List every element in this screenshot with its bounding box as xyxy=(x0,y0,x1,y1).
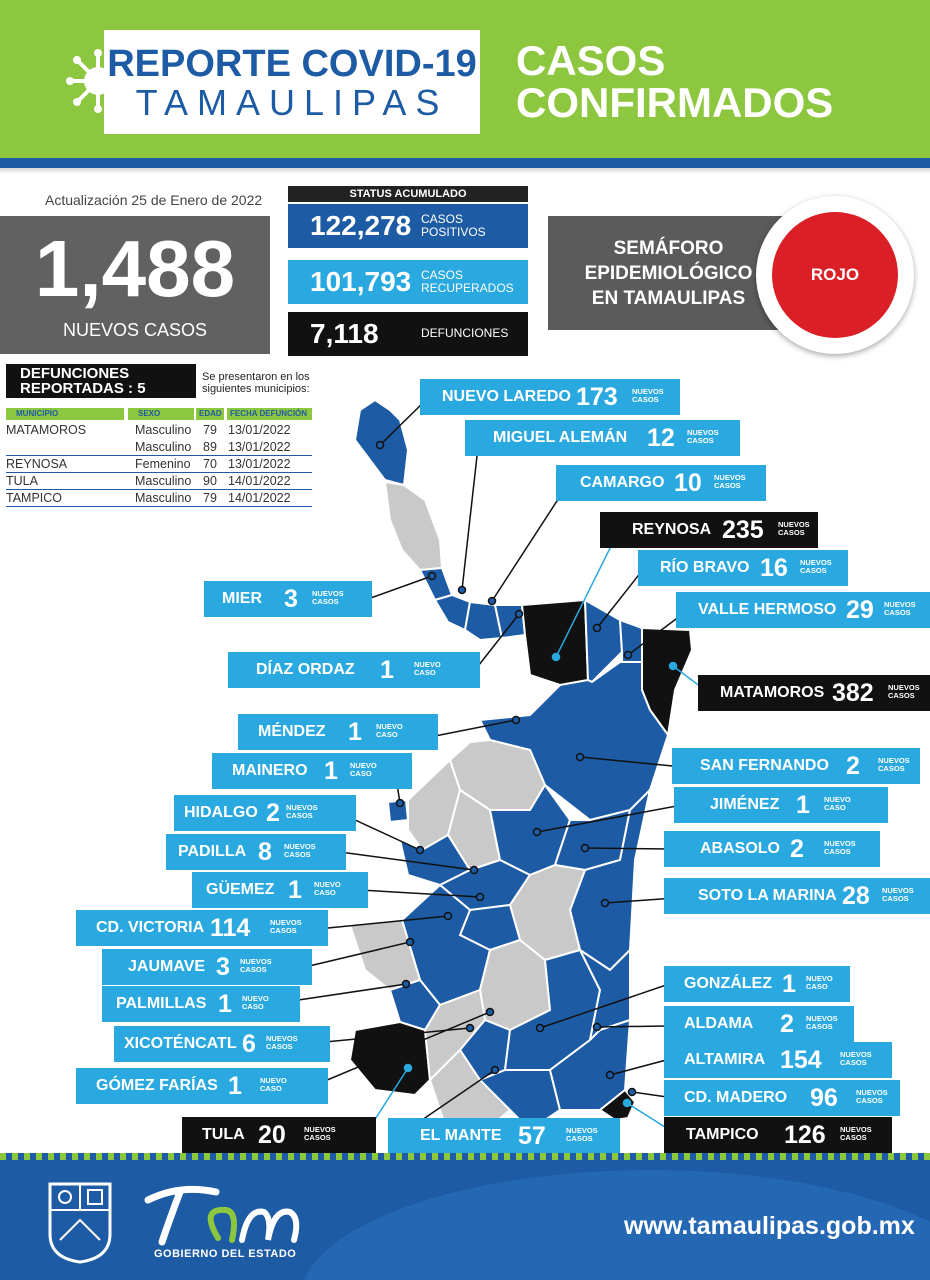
label-miguel-aleman xyxy=(465,420,740,456)
label-unit: NUEVOS CASOS xyxy=(884,600,916,617)
label-el-mante xyxy=(388,1118,620,1154)
label-value: 1 xyxy=(348,718,362,746)
label-unit: NUEVOS CASOS xyxy=(240,957,272,974)
defunciones-title-line1: DEFUNCIONES xyxy=(20,365,130,382)
status-title: STATUS ACUMULADO xyxy=(288,186,528,202)
label-name: MATAMOROS xyxy=(720,684,825,701)
label-name: ALDAMA xyxy=(684,1015,754,1032)
label-value: 235 xyxy=(722,516,764,544)
label-unit: NUEVOS CASOS xyxy=(856,1088,888,1105)
label-altamira xyxy=(664,1042,892,1078)
defunciones-note: Se presentaron en los siguientes municipios: xyxy=(202,371,310,395)
label-valle-hermoso xyxy=(676,592,930,628)
label-unit: NUEVO CASO xyxy=(242,994,269,1011)
label-unit: NUEVOS CASOS xyxy=(824,839,856,856)
label-value: 12 xyxy=(647,424,675,452)
defunciones-title-line2: REPORTADAS : 5 xyxy=(20,380,146,397)
label-value: 96 xyxy=(810,1084,838,1112)
label-value: 2 xyxy=(846,752,860,780)
label-value: 16 xyxy=(760,554,788,582)
label-cd-victoria xyxy=(76,910,328,946)
label-gonzalez xyxy=(664,966,850,1002)
label-abasolo xyxy=(664,831,880,867)
website-link[interactable]: www.tamaulipas.gob.mx xyxy=(624,1212,915,1240)
label-name: REYNOSA xyxy=(632,521,712,538)
stat-recuperados-label-1: CASOS xyxy=(421,268,464,282)
stat-positivos-value: 122,278 xyxy=(310,210,412,241)
cell-municipio: TAMPICO xyxy=(6,491,63,505)
header-edad: EDAD xyxy=(196,408,224,420)
header-fecha: FECHA DEFUNCIÓN xyxy=(227,408,312,420)
label-name: SAN FERNANDO xyxy=(700,757,829,774)
label-value: 6 xyxy=(242,1030,256,1058)
cell-sexo: Masculino xyxy=(135,423,192,437)
label-value: 29 xyxy=(846,596,874,624)
cell-municipio: REYNOSA xyxy=(6,457,68,471)
label-unit: NUEVOS CASOS xyxy=(778,520,810,537)
stat-positivos-label-2: POSITIVOS xyxy=(421,225,486,239)
label-value: 57 xyxy=(518,1122,546,1150)
label-padilla xyxy=(166,834,346,870)
label-san-fernando xyxy=(672,748,920,784)
label-value: 154 xyxy=(780,1046,822,1074)
update-date: Actualización 25 de Enero de 2022 xyxy=(45,192,263,208)
label-value: 1 xyxy=(288,876,302,904)
label-name: PALMILLAS xyxy=(116,995,207,1012)
report-title: REPORTE COVID-19 xyxy=(107,43,477,85)
label-value: 2 xyxy=(790,835,804,863)
label-value: 2 xyxy=(266,799,280,827)
footer xyxy=(0,1160,930,1280)
label-unit: NUEVOS CASOS xyxy=(888,683,920,700)
label-name: ALTAMIRA xyxy=(684,1051,766,1068)
label-unit: NUEVOS CASOS xyxy=(312,589,344,606)
cell-sexo: Masculino xyxy=(135,474,192,488)
label-name: VALLE HERMOSO xyxy=(698,601,837,618)
label-value: 1 xyxy=(782,970,796,998)
label-tampico xyxy=(664,1117,892,1153)
label-name: CD. MADERO xyxy=(684,1089,788,1106)
label-name: MIER xyxy=(222,590,262,607)
label-name: MAINERO xyxy=(232,762,308,779)
label-soto-la-marina xyxy=(664,878,930,914)
label-name: MIGUEL ALEMÁN xyxy=(493,429,628,446)
label-mainero xyxy=(212,753,412,789)
stat-recuperados-value: 101,793 xyxy=(310,266,412,297)
label-unit: NUEVOS CASOS xyxy=(266,1034,298,1051)
label-value: 1 xyxy=(218,990,232,1018)
label-value: 3 xyxy=(284,585,298,613)
cell-edad: 90 xyxy=(203,474,217,488)
cell-edad: 70 xyxy=(203,457,217,471)
label-unit: NUEVOS CASOS xyxy=(270,918,302,935)
label-value: 2 xyxy=(780,1010,794,1038)
label-value: 126 xyxy=(784,1121,826,1149)
label-name: RÍO BRAVO xyxy=(660,559,750,576)
label-name: MÉNDEZ xyxy=(258,723,326,740)
label-aldama xyxy=(664,1006,854,1042)
label-value: 10 xyxy=(674,469,702,497)
stat-defunciones-label: DEFUNCIONES xyxy=(421,326,509,340)
label-unit: NUEVOS CASOS xyxy=(566,1126,598,1143)
label-name: SOTO LA MARINA xyxy=(698,887,837,904)
label-name: GÜEMEZ xyxy=(206,881,275,898)
label-unit: NUEVOS CASOS xyxy=(840,1125,872,1142)
label-name: TULA xyxy=(202,1126,245,1143)
label-value: 1 xyxy=(324,757,338,785)
label-camargo xyxy=(556,465,766,501)
label-value: 8 xyxy=(258,838,272,866)
label-unit: NUEVO CASO xyxy=(350,761,377,778)
cell-fecha: 14/01/2022 xyxy=(228,474,291,488)
label-name: GÓMEZ FARÍAS xyxy=(96,1077,218,1094)
label-value: 114 xyxy=(210,914,251,942)
cell-municipio: TULA xyxy=(6,474,38,488)
label-xicotencatl xyxy=(114,1026,330,1062)
label-name: EL MANTE xyxy=(420,1127,502,1144)
cell-sexo: Femenino xyxy=(135,457,191,471)
label-value: 1 xyxy=(228,1072,242,1100)
label-unit: NUEVOS CASOS xyxy=(806,1014,838,1031)
label-unit: NUEVO CASO xyxy=(376,722,403,739)
gobierno-label: GOBIERNO DEL ESTADO xyxy=(154,1248,297,1260)
label-unit: NUEVO CASO xyxy=(314,880,341,897)
new-cases-value: 1,488 xyxy=(34,224,236,313)
label-value: 28 xyxy=(842,882,870,910)
label-name: JAUMAVE xyxy=(128,958,206,975)
label-nuevo-laredo xyxy=(420,379,680,415)
label-unit: NUEVO CASO xyxy=(260,1076,287,1093)
label-reynosa xyxy=(600,512,818,548)
label-unit: NUEVO CASO xyxy=(414,660,441,677)
semaforo-status-light: ROJO xyxy=(772,212,898,338)
cell-fecha: 13/01/2022 xyxy=(228,423,291,437)
semaforo-line2: EPIDEMIOLÓGICO xyxy=(584,263,753,284)
label-mier xyxy=(204,581,372,617)
new-cases-label: NUEVOS CASOS xyxy=(62,320,208,340)
label-unit: NUEVOS CASOS xyxy=(878,756,910,773)
label-name: JIMÉNEZ xyxy=(710,796,780,813)
label-unit: NUEVOS CASOS xyxy=(714,473,746,490)
label-unit: NUEVO CASO xyxy=(806,974,833,991)
cell-edad: 79 xyxy=(203,423,217,437)
semaforo-line1: SEMÁFORO xyxy=(613,238,724,259)
stat-positivos-label-1: CASOS xyxy=(421,212,464,226)
label-mendez xyxy=(238,714,438,750)
label-unit: NUEVOS CASOS xyxy=(687,428,719,445)
header-municipio: MUNICIPIO xyxy=(6,408,124,420)
label-name: HIDALGO xyxy=(184,804,258,821)
cell-edad: 79 xyxy=(203,491,217,505)
footer-stripe xyxy=(0,1153,930,1160)
label-name: TAMPICO xyxy=(686,1126,759,1143)
state-seal-icon xyxy=(44,1178,116,1264)
cell-municipio: MATAMOROS xyxy=(6,423,87,437)
label-name: ABASOLO xyxy=(700,840,780,857)
label-hidalgo xyxy=(174,795,356,831)
label-value: 173 xyxy=(576,383,618,411)
cell-fecha: 14/01/2022 xyxy=(228,491,291,505)
label-gomez-farias xyxy=(76,1068,328,1104)
label-value: 1 xyxy=(796,791,810,819)
label-tula xyxy=(182,1117,376,1153)
label-name: XICOTÉNCATL xyxy=(124,1035,237,1052)
label-name: GONZÁLEZ xyxy=(684,975,772,992)
cell-fecha: 13/01/2022 xyxy=(228,440,291,454)
label-rio-bravo xyxy=(638,550,848,586)
label-diaz-ordaz xyxy=(228,652,480,688)
cell-edad: 89 xyxy=(203,440,217,454)
label-unit: NUEVOS CASOS xyxy=(840,1050,872,1067)
stat-recuperados-label-2: RECUPERADOS xyxy=(421,281,514,295)
label-unit: NUEVO CASO xyxy=(824,795,851,812)
label-unit: NUEVOS CASOS xyxy=(800,558,832,575)
label-matamoros xyxy=(698,675,930,711)
cell-sexo: Masculino xyxy=(135,491,192,505)
label-value: 382 xyxy=(832,679,874,707)
section-title-line2: CONFIRMADOS xyxy=(516,79,834,126)
label-jaumave xyxy=(102,949,312,985)
semaforo-line3: EN TAMAULIPAS xyxy=(591,288,746,309)
label-name: DÍAZ ORDAZ xyxy=(256,661,355,678)
label-unit: NUEVOS CASOS xyxy=(882,886,914,903)
cell-fecha: 13/01/2022 xyxy=(228,457,291,471)
label-value: 1 xyxy=(380,656,394,684)
label-unit: NUEVOS CASOS xyxy=(632,387,664,404)
label-palmillas xyxy=(102,986,300,1022)
label-value: 20 xyxy=(258,1121,286,1149)
label-cd-madero xyxy=(664,1080,900,1116)
header-sexo: SEXO xyxy=(128,408,194,420)
label-unit: NUEVOS CASOS xyxy=(286,803,318,820)
cell-sexo: Masculino xyxy=(135,440,192,454)
stat-defunciones-value: 7,118 xyxy=(310,318,379,349)
label-jimenez xyxy=(674,787,888,823)
label-unit: NUEVOS CASOS xyxy=(304,1125,336,1142)
report-region: TAMAULIPAS xyxy=(135,82,449,123)
label-unit: NUEVOS CASOS xyxy=(284,842,316,859)
label-name: CD. VICTORIA xyxy=(96,919,205,936)
label-name: PADILLA xyxy=(178,843,247,860)
tam-logo-icon xyxy=(140,1178,310,1248)
label-guemez xyxy=(192,872,368,908)
section-title-line1: CASOS xyxy=(516,37,666,84)
label-value: 3 xyxy=(216,953,230,981)
label-name: CAMARGO xyxy=(580,474,665,491)
label-name: NUEVO LAREDO xyxy=(442,388,571,405)
